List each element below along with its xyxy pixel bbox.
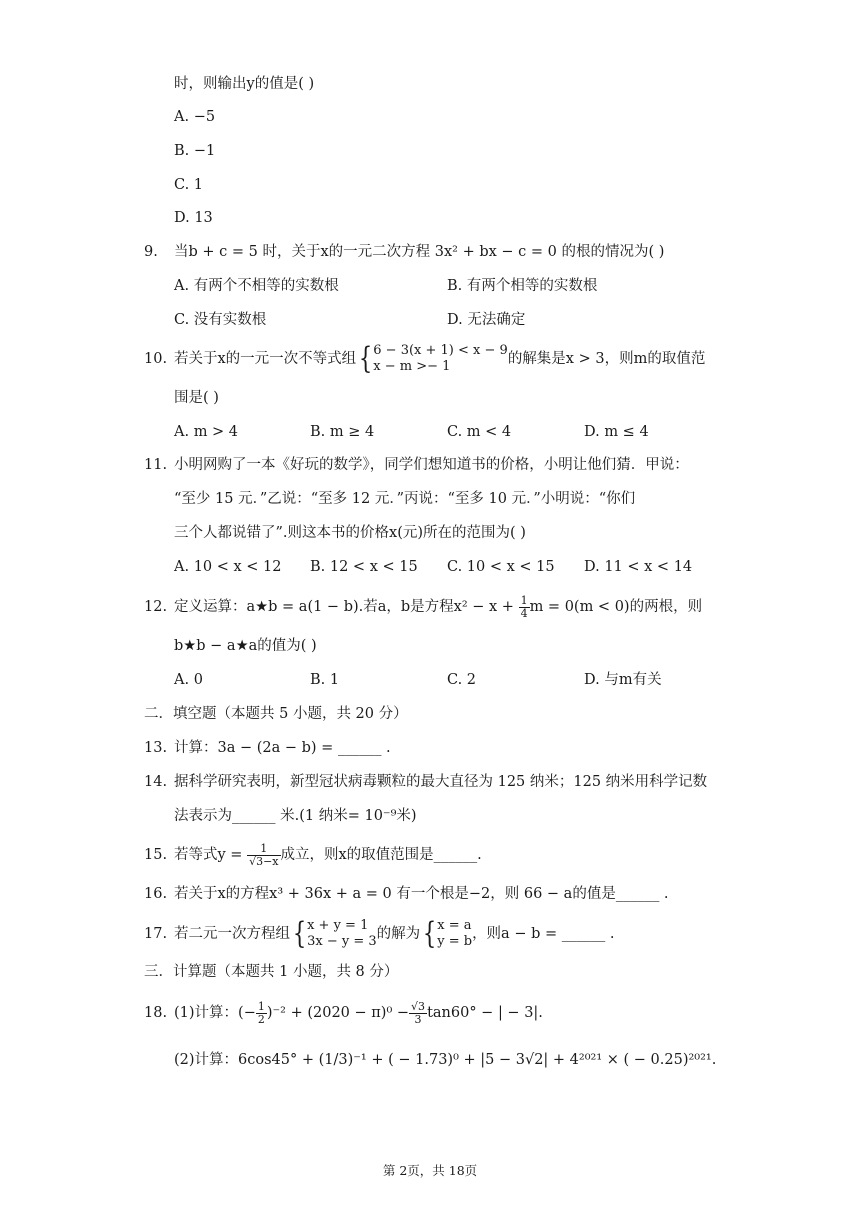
q14-line2: 法表示为______ 米.(1 纳米= 10⁻⁹米) bbox=[174, 808, 417, 824]
q18-number: 18. bbox=[144, 1005, 168, 1021]
q12-stem-suffix: m = 0(m < 0)的两根，则 bbox=[529, 599, 703, 615]
q17-system1-eq1: x + y = 1 bbox=[307, 918, 369, 933]
q18-part1-fraction2-den: 3 bbox=[414, 1012, 422, 1026]
q10-option-b: B. m ≥ 4 bbox=[310, 424, 375, 440]
q15-number: 15. bbox=[144, 847, 168, 863]
q17-brace-2: { bbox=[423, 916, 437, 951]
q17-system-1 bbox=[307, 918, 377, 950]
q18-part1-fraction2-num: √3 bbox=[411, 999, 426, 1013]
q18-part1-mid: )⁻² + (2020 − π)⁰ − bbox=[266, 1005, 410, 1021]
q15-stem-prefix: 若等式y = bbox=[174, 847, 248, 863]
q9-option-d: D. 无法确定 bbox=[447, 312, 526, 328]
q11-option-d: D. 11 < x < 14 bbox=[584, 559, 693, 575]
q11-line1: 小明网购了一本《好玩的数学》，同学们想知道书的价格，小明让他们猜．甲说： bbox=[174, 457, 689, 473]
q11-number: 11. bbox=[144, 457, 168, 473]
q10-stem-prefix: 若关于x的一元一次不等式组 bbox=[174, 351, 357, 367]
q16-stem: 若关于x的方程x³ + 36x + a = 0 有一个根是−2，则 66 − a的值是______ . bbox=[174, 886, 669, 902]
q17-stem-suffix: ，则a − b = ______ . bbox=[472, 926, 615, 942]
q15-fraction-num: 1 bbox=[247, 843, 280, 856]
q13-stem: 计算：3a − (2a − b) = ______ . bbox=[174, 740, 391, 756]
q8-option-c: C. 1 bbox=[174, 177, 204, 193]
q8-option-d: D. 13 bbox=[174, 210, 213, 226]
q12-fraction bbox=[519, 595, 530, 620]
q15-fraction bbox=[247, 843, 280, 868]
q18-part1-prefix: (1)计算：(− bbox=[174, 1005, 256, 1021]
q18-part1-fraction-2 bbox=[409, 1001, 427, 1026]
q8-stem-continuation: 时，则输出y的值是( ) bbox=[174, 76, 315, 92]
q10-option-c: C. m < 4 bbox=[447, 424, 512, 440]
q15-stem bbox=[174, 838, 482, 872]
q9-option-a: A. 有两个不相等的实数根 bbox=[174, 278, 339, 294]
q12-option-c: C. 2 bbox=[447, 672, 477, 688]
q11-option-b: B. 12 < x < 15 bbox=[310, 559, 418, 575]
q10-number: 10. bbox=[144, 351, 168, 367]
q10-system bbox=[373, 343, 508, 375]
q9-option-b: B. 有两个相等的实数根 bbox=[447, 278, 598, 294]
q8-option-b: B. −1 bbox=[174, 143, 216, 159]
q18-part2: (2)计算：6cos45° + (1/3)⁻¹ + ( − 1.73)⁰ + |5 − 3√2| + 4²⁰²¹ × ( − 0.25)²⁰²¹. bbox=[174, 1052, 717, 1068]
q12-fraction-den: 4 bbox=[520, 606, 528, 620]
q17-stem-mid: 的解为 bbox=[376, 926, 421, 942]
q18-part1-fraction-den: 2 bbox=[257, 1012, 265, 1026]
page-footer: 第 2页，共 18页 bbox=[382, 1163, 478, 1178]
q11-option-c: C. 10 < x < 15 bbox=[447, 559, 555, 575]
q17-system2-eq2: y = b bbox=[437, 934, 473, 949]
q10-stem-suffix: 的解集是x > 3，则m的取值范 bbox=[507, 351, 706, 367]
q10-stem-line2: 围是( ) bbox=[174, 390, 219, 406]
q10-system-eq2: x − m >− 1 bbox=[373, 359, 451, 374]
q12-stem-line2: b★b − a★a的值为( ) bbox=[174, 638, 317, 654]
section-2-heading: 二．填空题（本题共 5 小题，共 20 分） bbox=[144, 706, 408, 722]
q12-option-d: D. 与m有关 bbox=[584, 672, 662, 688]
q13-number: 13. bbox=[144, 740, 168, 756]
q18-part1-fraction-num: 1 bbox=[257, 999, 265, 1013]
q10-brace: { bbox=[359, 341, 373, 376]
q17-stem bbox=[174, 915, 614, 953]
q18-part1 bbox=[174, 996, 543, 1030]
section-3-heading: 三．计算题（本题共 1 小题，共 8 分） bbox=[144, 964, 399, 980]
q17-number: 17. bbox=[144, 926, 168, 942]
q17-system1-eq2: 3x − y = 3 bbox=[307, 934, 377, 949]
q9-option-c: C. 没有实数根 bbox=[174, 312, 267, 328]
q17-system-2 bbox=[437, 918, 472, 950]
q10-option-a: A. m > 4 bbox=[174, 424, 239, 440]
q10-stem bbox=[174, 340, 705, 378]
q8-option-a: A. −5 bbox=[174, 109, 216, 125]
q18-part1-suffix: tan60° − | − 3|. bbox=[427, 1005, 543, 1021]
q15-stem-suffix: 成立，则x的取值范围是______. bbox=[280, 847, 482, 863]
q12-number: 12. bbox=[144, 599, 168, 615]
q14-number: 14. bbox=[144, 774, 168, 790]
q17-stem-prefix: 若二元一次方程组 bbox=[174, 926, 290, 942]
q18-part1-fraction bbox=[256, 1001, 267, 1026]
q11-option-a: A. 10 < x < 12 bbox=[174, 559, 282, 575]
q12-fraction-num: 1 bbox=[520, 593, 528, 607]
q16-number: 16. bbox=[144, 886, 168, 902]
q17-brace-1: { bbox=[292, 916, 307, 951]
q9-stem: 当b + c = 5 时，关于x的一元二次方程 3x² + bx − c = 0 的根的情况为( ) bbox=[174, 244, 665, 260]
q10-system-eq1: 6 − 3(x + 1) < x − 9 bbox=[373, 343, 508, 358]
q11-line3: 三个人都说错了”.则这本书的价格x(元)所在的范围为( ) bbox=[174, 525, 526, 541]
q12-option-b: B. 1 bbox=[310, 672, 340, 688]
q12-stem-prefix: 定义运算：a★b = a(1 − b).若a，b是方程x² − x + bbox=[174, 599, 519, 615]
q14-line1: 据科学研究表明，新型冠状病毒颗粒的最大直径为 125 纳米；125 纳米用科学记数 bbox=[174, 774, 708, 790]
q17-system2-eq1: x = a bbox=[437, 918, 472, 933]
q11-line2: “至少 15 元．”乙说：“至多 12 元．”丙说：“至多 10 元．”小明说：“你们 bbox=[174, 491, 636, 507]
q10-option-d: D. m ≤ 4 bbox=[584, 424, 649, 440]
q9-number: 9. bbox=[144, 244, 158, 260]
q12-option-a: A. 0 bbox=[174, 672, 203, 688]
q15-fraction-den: √3−x bbox=[249, 854, 279, 868]
q12-stem bbox=[174, 590, 702, 624]
